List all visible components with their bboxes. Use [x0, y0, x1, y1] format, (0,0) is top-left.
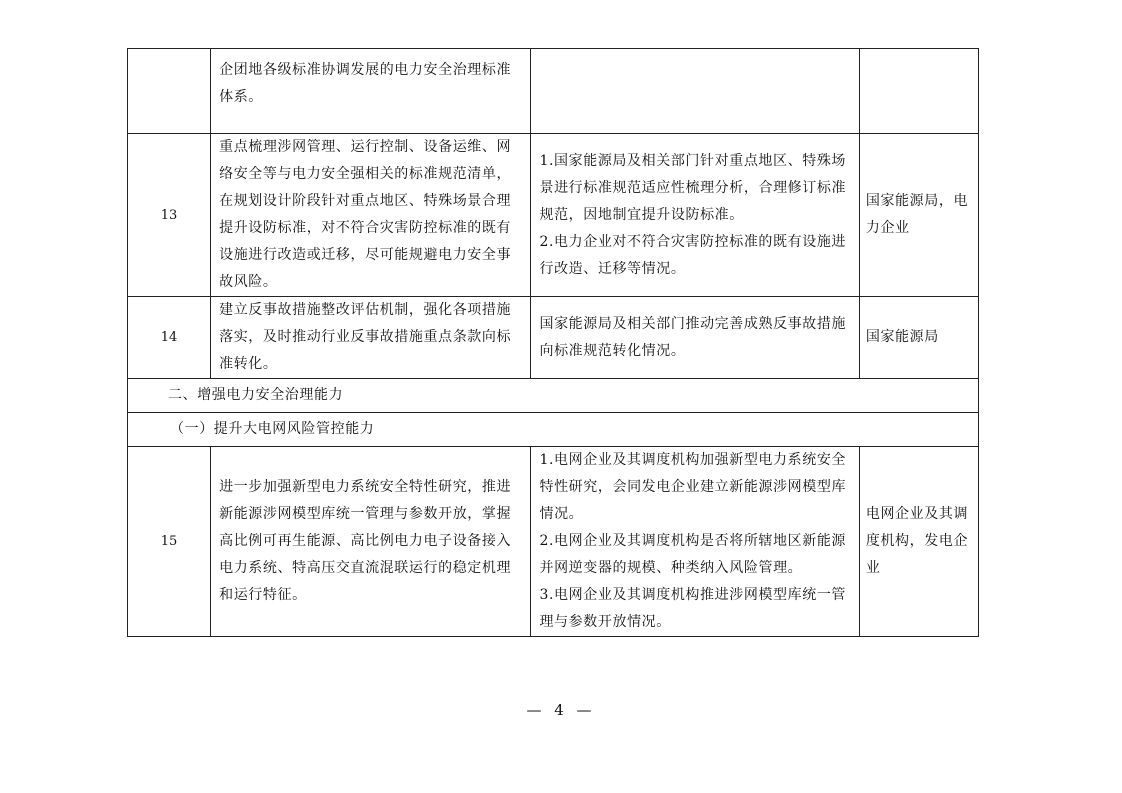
responsible-text: 电网企业及其调度机构，发电企业: [865, 506, 969, 576]
requirements-table: [127, 48, 979, 637]
task-cell: [211, 447, 531, 637]
subsection-row: [128, 413, 979, 447]
check-cell: [531, 447, 859, 637]
table-row: [128, 134, 979, 297]
task-cell: [211, 49, 531, 134]
responsible-cell: [859, 447, 978, 637]
responsible-cell: [859, 297, 978, 379]
responsible-text: 国家能源局: [865, 329, 939, 345]
task-cell: [211, 134, 531, 297]
responsible-cell: [859, 134, 978, 297]
page-number: — 4 —: [526, 701, 596, 719]
table-row: [128, 49, 979, 134]
check-item: 2.电力企业对不符合灾害防控标准的既有设施进行改造、迁移等情况。: [539, 233, 847, 277]
check-cell: [531, 49, 859, 134]
section-row: [128, 379, 979, 413]
task-text: 进一步加强新型电力系统安全特性研究，推进新能源涉网模型库统一管理与参数开放，掌握高比例可再生能源、高比例电力电子设备接入电力系统、特高压交直流混联运行的稳定机理和运行特征。: [219, 479, 512, 603]
task-text: 建立反事故措施整改评估机制，强化各项措施落实，及时推动行业反事故措施重点条款向标准转化。: [219, 302, 512, 372]
row-number: 14: [128, 297, 211, 379]
subsection-heading: （一）提升大电网风险管控能力: [128, 413, 979, 447]
row-number: 15: [128, 447, 211, 637]
check-cell: [531, 297, 859, 379]
task-text: 重点梳理涉网管理、运行控制、设备运维、网络安全等与电力安全强相关的标准规范清单，在规划设计阶段针对重点地区、特殊场景合理提升设防标准，对不符合灾害防控标准的既有设施进行改造或迁移，尽可能规避电力安全事故风险。: [219, 139, 512, 290]
task-text: 企团地各级标准协调发展的电力安全治理标准体系。: [219, 62, 512, 105]
row-number: [128, 49, 211, 134]
row-number: 13: [128, 134, 211, 297]
responsible-text: 国家能源局，电力企业: [865, 193, 969, 236]
check-item: 3.电网企业及其调度机构推进涉网模型库统一管理与参数开放情况。: [539, 587, 847, 630]
responsible-cell: [859, 49, 978, 134]
check-item: 2.电网企业及其调度机构是否将所辖地区新能源并网逆变器的规模、种类纳入风险管理。: [539, 533, 847, 576]
check-item: 1.国家能源局及相关部门针对重点地区、特殊场景进行标准规范适应性梳理分析，合理修订标准规范，因地制宜提升设防标准。: [539, 152, 847, 223]
check-item: 国家能源局及相关部门推动完善成熟反事故措施向标准规范转化情况。: [539, 315, 847, 359]
check-cell: [531, 134, 859, 297]
task-cell: [211, 297, 531, 379]
table-row: [128, 297, 979, 379]
section-heading: 二、增强电力安全治理能力: [128, 379, 979, 413]
check-item: 1.电网企业及其调度机构加强新型电力系统安全特性研究，会同发电企业建立新能源涉网模型库情况。: [539, 452, 847, 522]
table-row: [128, 447, 979, 637]
